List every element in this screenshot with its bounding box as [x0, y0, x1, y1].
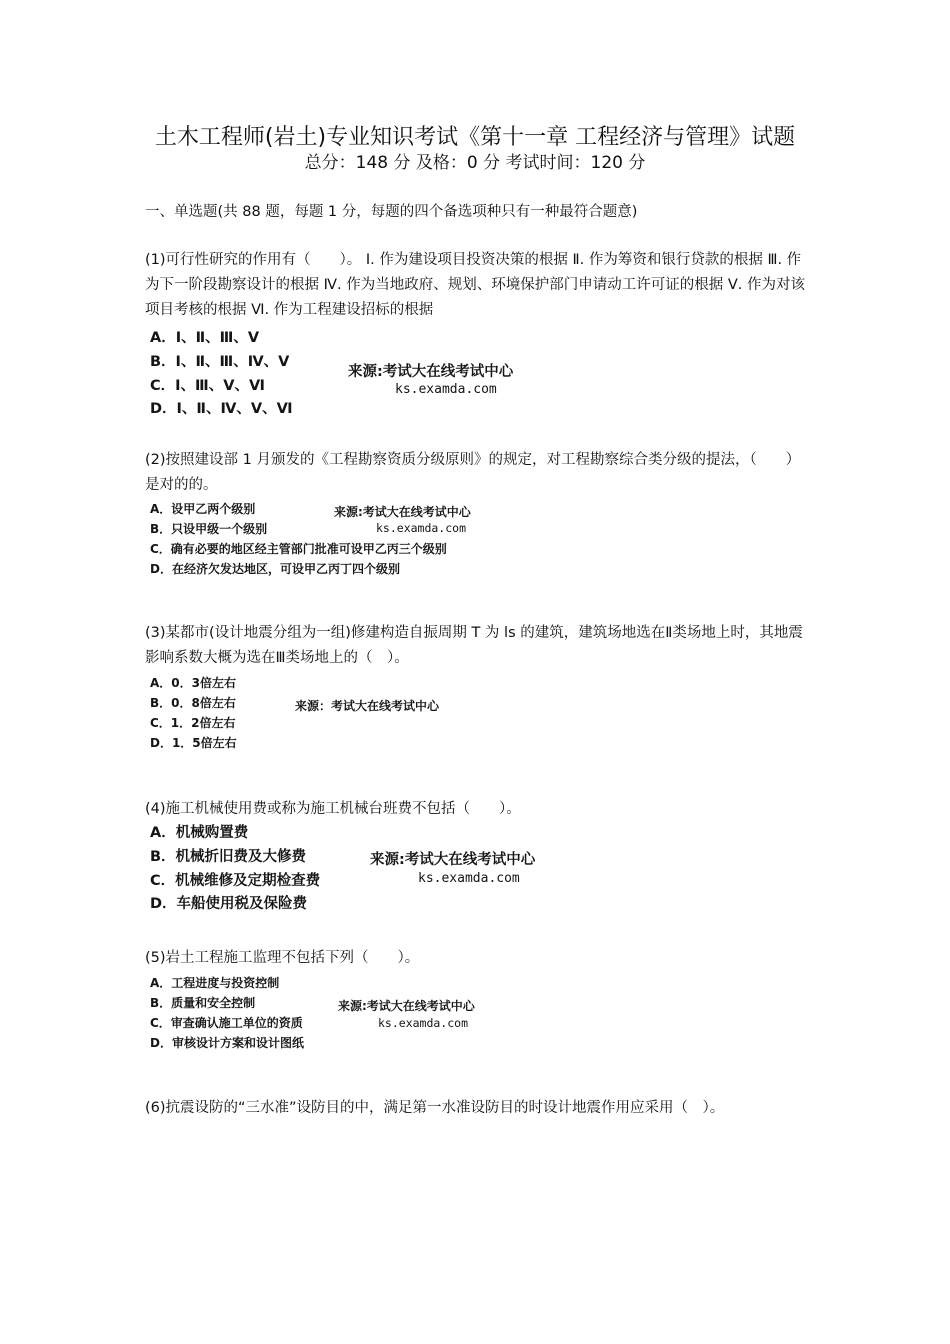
question-2-text: (2)按照建设部 1 月颁发的《工程勘察资质分级原则》的规定，对工程勘察综合类分级的提法，（ ）是对的的。 — [145, 452, 801, 493]
question-5-source: 来源:考试大在线考试中心 — [338, 999, 475, 1013]
question-3-option-d: D．1．5倍左右 — [150, 736, 237, 750]
question-5-source-url: ks.examda.com — [378, 1016, 469, 1030]
question-1-option-c: C．Ⅰ、Ⅲ、Ⅴ、Ⅵ — [150, 378, 265, 394]
question-3-option-c: C．1．2倍左右 — [150, 716, 236, 730]
question-5-option-b: B．质量和安全控制 — [150, 996, 256, 1010]
question-5-option-a: A．工程进度与投资控制 — [150, 976, 280, 990]
document-title: 土木工程师(岩土)专业知识考试《第十一章 工程经济与管理》试题 — [154, 125, 796, 150]
section-heading: 一、单选题(共 88 题，每题 1 分，每题的四个备选项种只有一种最符合题意) — [145, 204, 638, 220]
question-2-source: 来源:考试大在线考试中心 — [334, 505, 471, 519]
question-1-source-url: ks.examda.com — [395, 382, 497, 397]
question-4-option-a: A．机械购置费 — [150, 825, 249, 841]
question-4-option-c: C．机械维修及定期检查费 — [150, 873, 321, 889]
question-1-source: 来源:考试大在线考试中心 — [348, 364, 514, 380]
question-3-text: (3)某都市(设计地震分组为一组)修建构造自振周期 T 为 ls 的建筑，建筑场地选在Ⅱ类场地上时，其地震影响系数大概为选在Ⅲ类场地上的（ ）。 — [145, 625, 803, 666]
question-1-text: (1)可行性研究的作用有（ ）。 Ⅰ. 作为建设项目投资决策的根据 Ⅱ. 作为筹资和银行贷款的根据 Ⅲ. 作为下一阶段勘察设计的根据 Ⅳ. 作为当地政府、规划、环境保护部门申请动工许可证的根据 Ⅴ. 作为对该项目考核的根据 Ⅵ. 作为工程建设招标的根据 — [145, 252, 805, 318]
question-1-option-d: D．Ⅰ、Ⅱ、Ⅳ、Ⅴ、Ⅵ — [150, 401, 293, 417]
question-2-option-b: B．只设甲级一个级别 — [150, 522, 268, 536]
question-6-text: (6)抗震设防的“三水准”设防目的中，满足第一水准设防目的时设计地震作用应采用（ ）。 — [145, 1100, 725, 1116]
question-4-source: 来源:考试大在线考试中心 — [370, 852, 536, 868]
question-1-option-b: B．Ⅰ、Ⅱ、Ⅲ、Ⅳ、Ⅴ — [150, 354, 290, 370]
question-1-option-a: A．Ⅰ、Ⅱ、Ⅲ、Ⅴ — [150, 330, 260, 346]
question-3-source: 来源：考试大在线考试中心 — [295, 699, 440, 713]
question-4-option-d: D．车船使用税及保险费 — [150, 896, 308, 912]
question-5-option-d: D．审核设计方案和设计图纸 — [150, 1036, 304, 1050]
question-5-text: (5)岩土工程施工监理不包括下列（ ）。 — [145, 950, 420, 966]
question-2-source-url: ks.examda.com — [376, 521, 467, 535]
exam-info: 总分：148 分 及格：0 分 考试时间：120 分 — [304, 153, 646, 173]
question-3-option-a: A．0．3倍左右 — [150, 676, 236, 690]
question-3-option-b: B．0．8倍左右 — [150, 696, 236, 710]
question-4-source-url: ks.examda.com — [418, 871, 520, 886]
question-4-text: (4)施工机械使用费或称为施工机械台班费不包括（ ）。 — [145, 801, 521, 817]
question-2-option-a: A．设甲乙两个级别 — [150, 502, 256, 516]
question-5-option-c: C．审查确认施工单位的资质 — [150, 1016, 303, 1030]
question-4-option-b: B．机械折旧费及大修费 — [150, 849, 307, 865]
question-2-option-c: C．确有必要的地区经主管部门批准可设甲乙丙三个级别 — [150, 542, 447, 556]
question-2-option-d: D．在经济欠发达地区，可设甲乙丙丁四个级别 — [150, 562, 400, 576]
